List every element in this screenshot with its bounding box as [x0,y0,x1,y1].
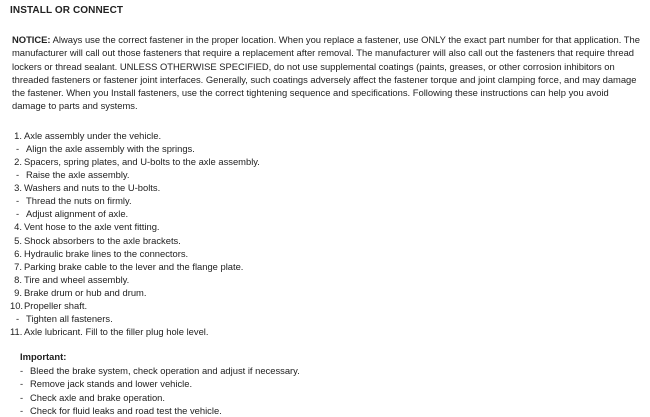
step-subitem-text: Raise the axle assembly. [26,169,130,181]
dash-bullet: - [16,208,20,220]
step-text: Axle lubricant. Fill to the filler plug hole level. [24,326,209,338]
step-subitem-text: Tighten all fasteners. [26,313,113,325]
step-text: Propeller shaft. [24,300,88,311]
notice-label: NOTICE: [12,34,51,45]
step-subitem-text: Align the axle assembly with the springs. [26,142,195,154]
step-number: 7. [14,260,22,272]
step-text: Shock absorbers to the axle brackets. [24,234,181,246]
step-number: 11. [10,326,23,338]
important-item-text: Check axle and brake operation. [30,391,165,403]
step-subitem [10,194,642,207]
step-number: 5. [14,234,22,246]
important-item-text: Bleed the brake system, check operation and adjust if necessary. [30,365,300,377]
step-item [10,247,642,260]
document-page [10,5,642,417]
step-subitem [10,142,642,155]
important-item-text: Check for fluid leaks and road test the vehicle. [30,404,222,416]
step-number: 6. [14,247,22,259]
dash-bullet: - [16,313,20,325]
dash-bullet: - [16,142,20,154]
step-text: Tire and wheel assembly. [24,273,130,285]
step-text: Brake drum or hub and drum. [24,286,147,298]
step-item [10,234,642,247]
step-text: Hydraulic brake lines to the connectors. [24,247,189,259]
step-subitem [10,312,642,325]
step-text: Vent hose to the axle vent fitting. [24,221,160,233]
step-subitem-text: Thread the nuts on firmly. [26,195,132,207]
notice-text: Always use the correct fastener in the proper location. When you replace a fastener, use ONLY the exact part number for that application. The manufacturer will call out those fasteners that require a replacement after removal. The manufacturer will also call out the fasteners that require thread lockers or thread sealant. UNLESS OTHERWISE SPECIFIED, do not use supplemental coatings (paints, greases, or other corrosion inhibitors on threaded fasteners or fastener joint interfaces. Generally, such coatings adversely affect the fastener torque and joint clamping force, and may damage the fastener. When you Install fasteners, use the correct tightening sequence and specifications. Following these instructions can help you avoid damage to parts and systems. [12,34,640,112]
step-item [10,129,642,142]
notice-paragraph [12,33,642,113]
step-number: 9. [14,286,22,298]
important-item-text: Remove jack stands and lower vehicle. [30,378,193,390]
step-subitem [10,168,642,181]
steps-list [10,129,642,339]
dash-bullet: - [16,195,20,207]
step-item [10,299,642,312]
dash-bullet: - [20,391,24,403]
step-number: 10. [10,300,24,311]
step-number: 4. [14,221,22,233]
step-item [10,273,642,286]
dash-bullet: - [20,378,24,390]
step-number: 2. [14,155,22,167]
step-text: Spacers, spring plates, and U-bolts to the axle assembly. [24,155,260,167]
step-number: 8. [14,273,22,285]
step-text: Washers and nuts to the U-bolts. [24,182,161,194]
step-text: Parking brake cable to the lever and the flange plate. [24,260,244,272]
dash-bullet: - [20,365,24,377]
dash-bullet: - [20,404,24,416]
important-item [20,391,642,404]
step-item [10,286,642,299]
step-item [10,155,642,168]
step-item [10,220,642,233]
step-subitem-text: Adjust alignment of axle. [26,208,129,220]
important-list [20,364,642,416]
important-item [20,364,642,377]
step-item [10,325,642,338]
step-item [10,260,642,273]
step-item [10,181,642,194]
step-text: Axle assembly under the vehicle. [24,129,162,141]
step-subitem [10,207,642,220]
important-label: Important: [20,351,67,363]
page-title: INSTALL OR CONNECT [10,5,124,16]
dash-bullet: - [16,169,20,181]
important-item [20,377,642,390]
important-section [20,350,642,416]
step-number: 3. [14,182,22,194]
step-number: 1. [14,129,22,141]
